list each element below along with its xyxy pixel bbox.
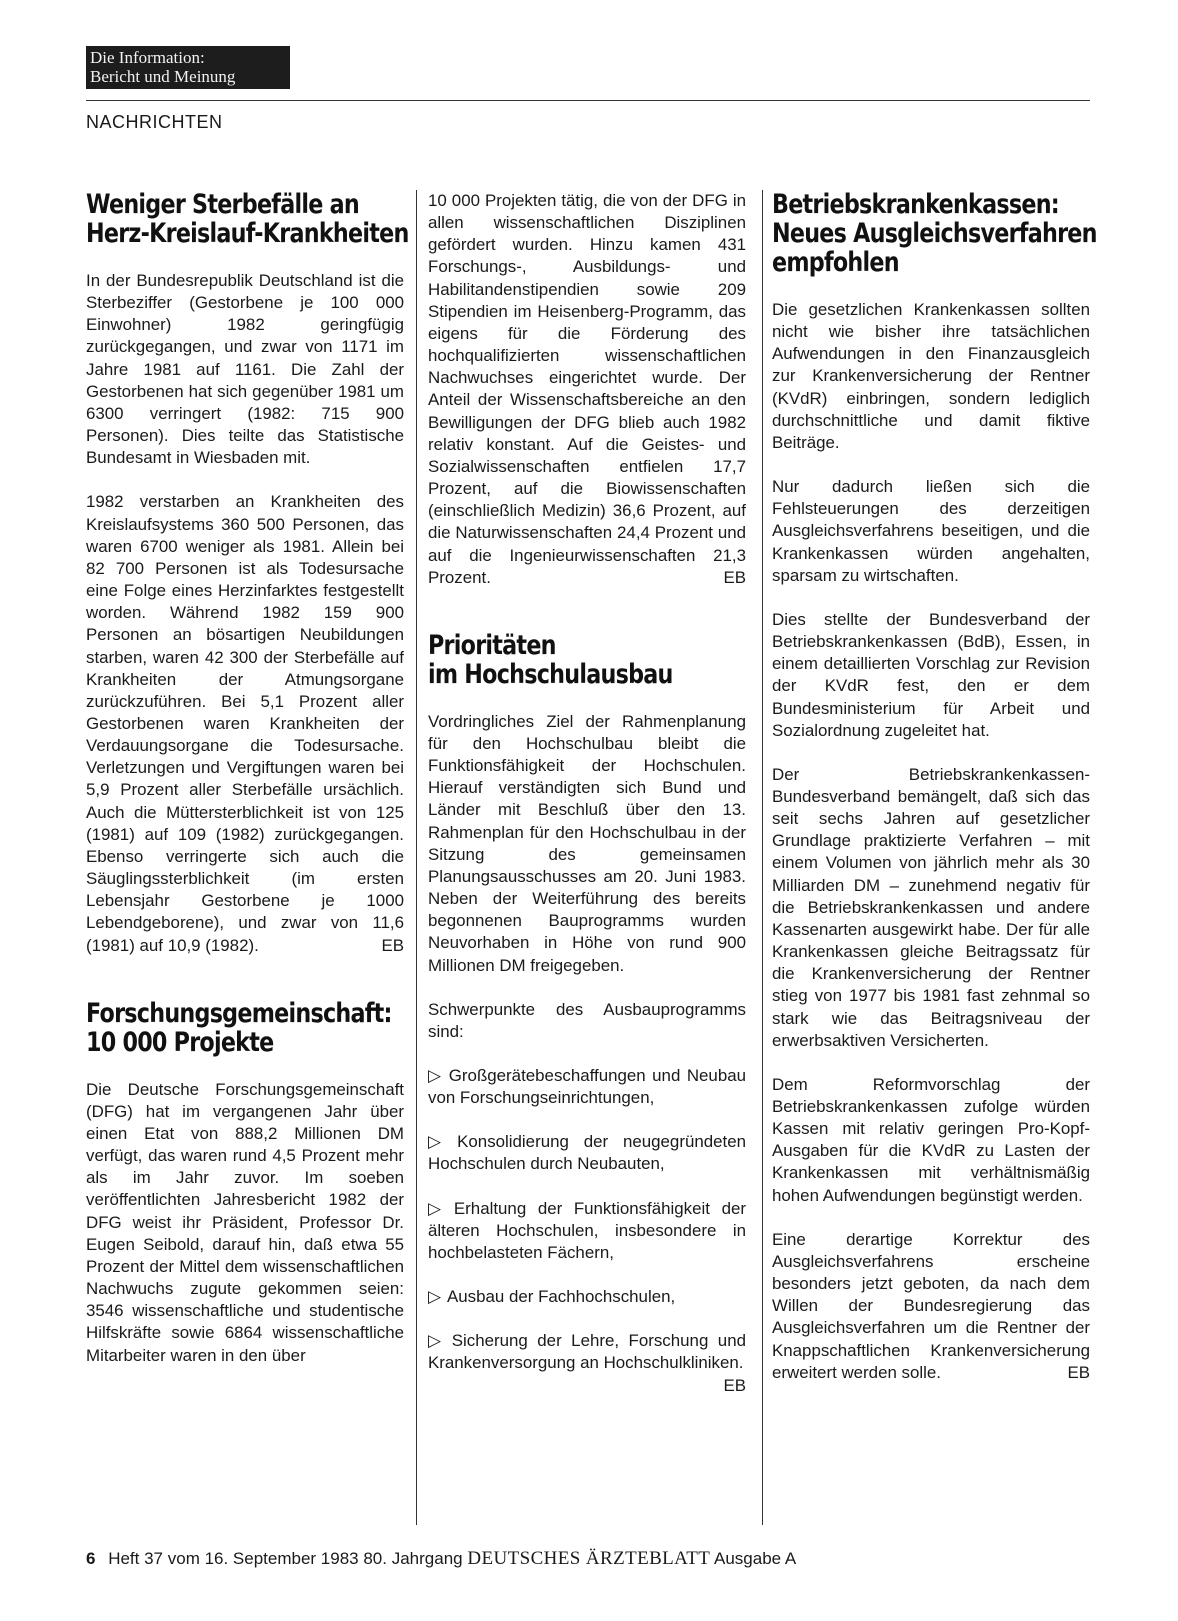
article-headline: Betriebskrankenkassen: Neues Ausgleichsverfahren empfohlen [772, 189, 1097, 278]
author-sign: EB [723, 1375, 746, 1395]
article-paragraph: Dies stellte der Bundesverband der Betriebskrankenkassen (BdB), Essen, in einem detaillierten Vorschlag zur Revision der KVdR fest, den er dem Bundesministerium für Arbeit und Sozialordnung zugeleitet hat. [772, 609, 1090, 740]
edition-label: Ausgabe A [714, 1549, 797, 1568]
bullet-item: ▷ Konsolidierung der neugegründeten Hochschulen durch Neubauten, [428, 1132, 746, 1174]
article-headline: Forschungsgemeinschaft: 10 000 Projekte [86, 997, 392, 1058]
kicker-line-2: Bericht und Meinung [90, 67, 236, 86]
top-rule [86, 100, 1090, 101]
article-paragraph-continued: 10 000 Projekten tätig, die von der DFG in allen wissenschaftlichen Disziplinen gefördert wurden. Hinzu kamen 431 Forschungs-, Ausbildungs- und Habilitandenstipendien sowie 209 Stipendien im Heisenberg-Programm, das eigens für die Förderung des hochqualifizierten wissenschaftlichen Nachwuchses eingerichtet wurde. Der Anteil der Wissenschaftsbereiche an den Bewilligungen der DFG blieb auch 1982 relativ konstant. Auf die Geistes- und Sozialwissenschaften entfielen 17,7 Prozent, auf die Biowissenschaften (einschließlich Medizin) 36,6 Prozent, auf die Naturwissenschaften 24,4 Prozent und auf die Ingenieurwissenschaften 21,3 Prozent. EB [428, 190, 746, 589]
article-forschungsgemeinschaft [86, 999, 404, 1367]
bullet-item: ▷ Sicherung der Lehre, Forschung und Krankenversorgung an Hochschulkliniken. EB [428, 1330, 746, 1374]
article-paragraph: Nur dadurch ließen sich die Fehlsteuerungen des derzeitigen Ausgleichsverfahrens beseitigen, und die Krankenkassen würden angehalten, sparsam zu wirtschaften. [772, 477, 1090, 585]
article-paragraph: In der Bundesrepublik Deutschland ist die Sterbeziffer (Gestorbene je 100 000 Einwohner) 1982 geringfügig zurückgegangen, und zwar von 1171 im Jahre 1981 auf 1161. Die Zahl der Gestorbenen hat sich gegenüber 1981 um 6300 verringert (1982: 715 900 Personen). Dies teilte das Statistische Bundesamt in Wiesbaden mit. [86, 271, 404, 468]
page-footer [86, 1548, 796, 1570]
article-paragraph: Vordringliches Ziel der Rahmenplanung für den Hochschulbau bleibt die Funktionsfähigkeit der Hochschulen. Hierauf verständigten sich Bund und Länder mit Beschluß über den 13. Rahmenplan für den Hochschulbau in der Sitzung des gemeinsamen Planungsausschusses am 20. Juni 1983. Neben der Weiterführung des bereits begonnenen Bauprogramms wurden Neuvorhaben in Höhe von rund 900 Millionen DM freigegeben. [428, 711, 746, 975]
article-headline: Weniger Sterbefälle an Herz-Kreislauf-Krankheiten [86, 189, 409, 249]
article-paragraph: Die gesetzlichen Krankenkassen sollten nicht wie bisher ihre tatsächlichen Aufwendungen in den Finanzausgleich zur Krankenversicherung der Rentner (KVdR) einbringen, sondern lediglich durchschnittliche und damit fiktive Beiträge. [772, 300, 1090, 452]
page-number: 6 [86, 1549, 96, 1568]
bullet-item: ▷ Erhaltung der Funktionsfähigkeit der älteren Hochschulen, insbesondere in hochbelasteten Fächern, [428, 1198, 746, 1262]
triangle-bullet-icon: ▷ [428, 1198, 448, 1218]
article-betriebskrankenkassen [772, 189, 1097, 1384]
triangle-bullet-icon: ▷ [428, 1132, 452, 1152]
issue-info: Heft 37 vom 16. September 1983 80. Jahrgang [108, 1549, 463, 1568]
column-divider-2 [762, 190, 763, 1525]
article-sterbefaelle [86, 189, 409, 957]
bullet-item: ▷ Ausbau der Fachhochschulen, [428, 1287, 676, 1307]
article-paragraph: Schwerpunkte des Ausbauprogramms sind: [428, 999, 746, 1041]
column-divider-1 [416, 190, 417, 1525]
kicker-line-1: Die Information: [90, 48, 205, 67]
article-paragraph: Eine derartige Korrektur des Ausgleichsverfahrens erscheine besonders jetzt geboten, da nach dem Willen der Bundesregierung das Ausgleichsverfahren um die Rentner der Knappschaftlichen Krankenversicherung erweitert werden solle. EB [772, 1229, 1090, 1384]
column-2 [428, 190, 746, 1397]
triangle-bullet-icon: ▷ [428, 1287, 441, 1307]
masthead: DEUTSCHES ÄRZTEBLATT [467, 1548, 711, 1569]
section-kicker [86, 46, 290, 89]
article-paragraph: Der Betriebskrankenkassen-Bundesverband bemängelt, daß sich das seit sechs Jahren auf gesetzlicher Grundlage praktizierte Verfahren – mit einem Volumen von jährlich mehr als 30 Milliarden DM – zunehmend negativ für die Betriebskrankenkassen und andere Kassenarten ausgewirkt habe. Der für alle Krankenkassen gleiche Beitragssatz für die Krankenversicherung der Rentner stieg von 1977 bis 1981 fast zehnmal so stark wie das Beitragsniveau der erwerbsaktiven Versicherten. [772, 764, 1090, 1050]
article-paragraph: Dem Reformvorschlag der Betriebskrankenkassen zufolge würden Kassen mit relativ geringen Pro-Kopf-Ausgaben für die KVdR zu Lasten der Krankenkassen mit verhältnismäßig hohen Aufwendungen begünstigt werden. [772, 1074, 1090, 1205]
article-paragraph: Die Deutsche Forschungsgemeinschaft (DFG) hat im vergangenen Jahr über einen Etat von 888,2 Millionen DM verfügt, das waren rund 4,5 Prozent mehr als im Jahr zuvor. Im soeben veröffentlichten Jahresbericht 1982 der DFG weist ihr Präsident, Professor Dr. Eugen Seibold, darauf hin, daß etwa 55 Prozent der Mittel dem wissenschaftlichen Nachwuchs zugute gekommen seien: 3546 wissenschaftliche und studentische Hilfskräfte sowie 6864 wissenschaftliche Mitarbeiter waren in den über [86, 1079, 404, 1365]
author-sign: EB [1067, 1362, 1090, 1382]
article-hochschulausbau [428, 629, 746, 1395]
bullet-item: ▷ Großgerätebeschaffungen und Neubau von Forschungseinrichtungen, [428, 1066, 746, 1108]
article-headline: Prioritäten im Hochschulausbau [428, 629, 673, 690]
section-label: NACHRICHTEN [86, 112, 223, 132]
column-3 [772, 189, 1097, 1384]
triangle-bullet-icon: ▷ [428, 1331, 446, 1351]
column-1 [86, 189, 409, 1367]
article-paragraph: 1982 verstarben an Krankheiten des Kreislaufsystems 360 500 Personen, das waren 6700 weniger als 1981. Allein bei 82 700 Personen ist als Todesursache eine Folge eines Herzinfarktes festgestellt worden. Während 1982 159 900 Personen an bösartigen Neubildungen starben, waren 42 300 der Sterbefälle auf Krankheiten der Atmungsorgane zurückzuführen. Bei 5,1 Prozent aller Gestorbenen waren Krankheiten der Verdauungsorgane die Todesursache. Verletzungen und Vergiftungen waren bei 5,9 Prozent aller Sterbefälle ursächlich. Auch die Müttersterblichkeit ist von 125 (1981) auf 109 (1982) zurückgegangen. Ebenso verringerte sich auch die Säuglingssterblichkeit (im ersten Lebensjahr Gestorbene je 1000 Lebendgeborene), und zwar von 11,6 (1981) auf 10,9 (1982). EB [86, 491, 404, 956]
triangle-bullet-icon: ▷ [428, 1066, 443, 1085]
author-sign: EB [381, 935, 404, 955]
author-sign: EB [723, 567, 746, 587]
